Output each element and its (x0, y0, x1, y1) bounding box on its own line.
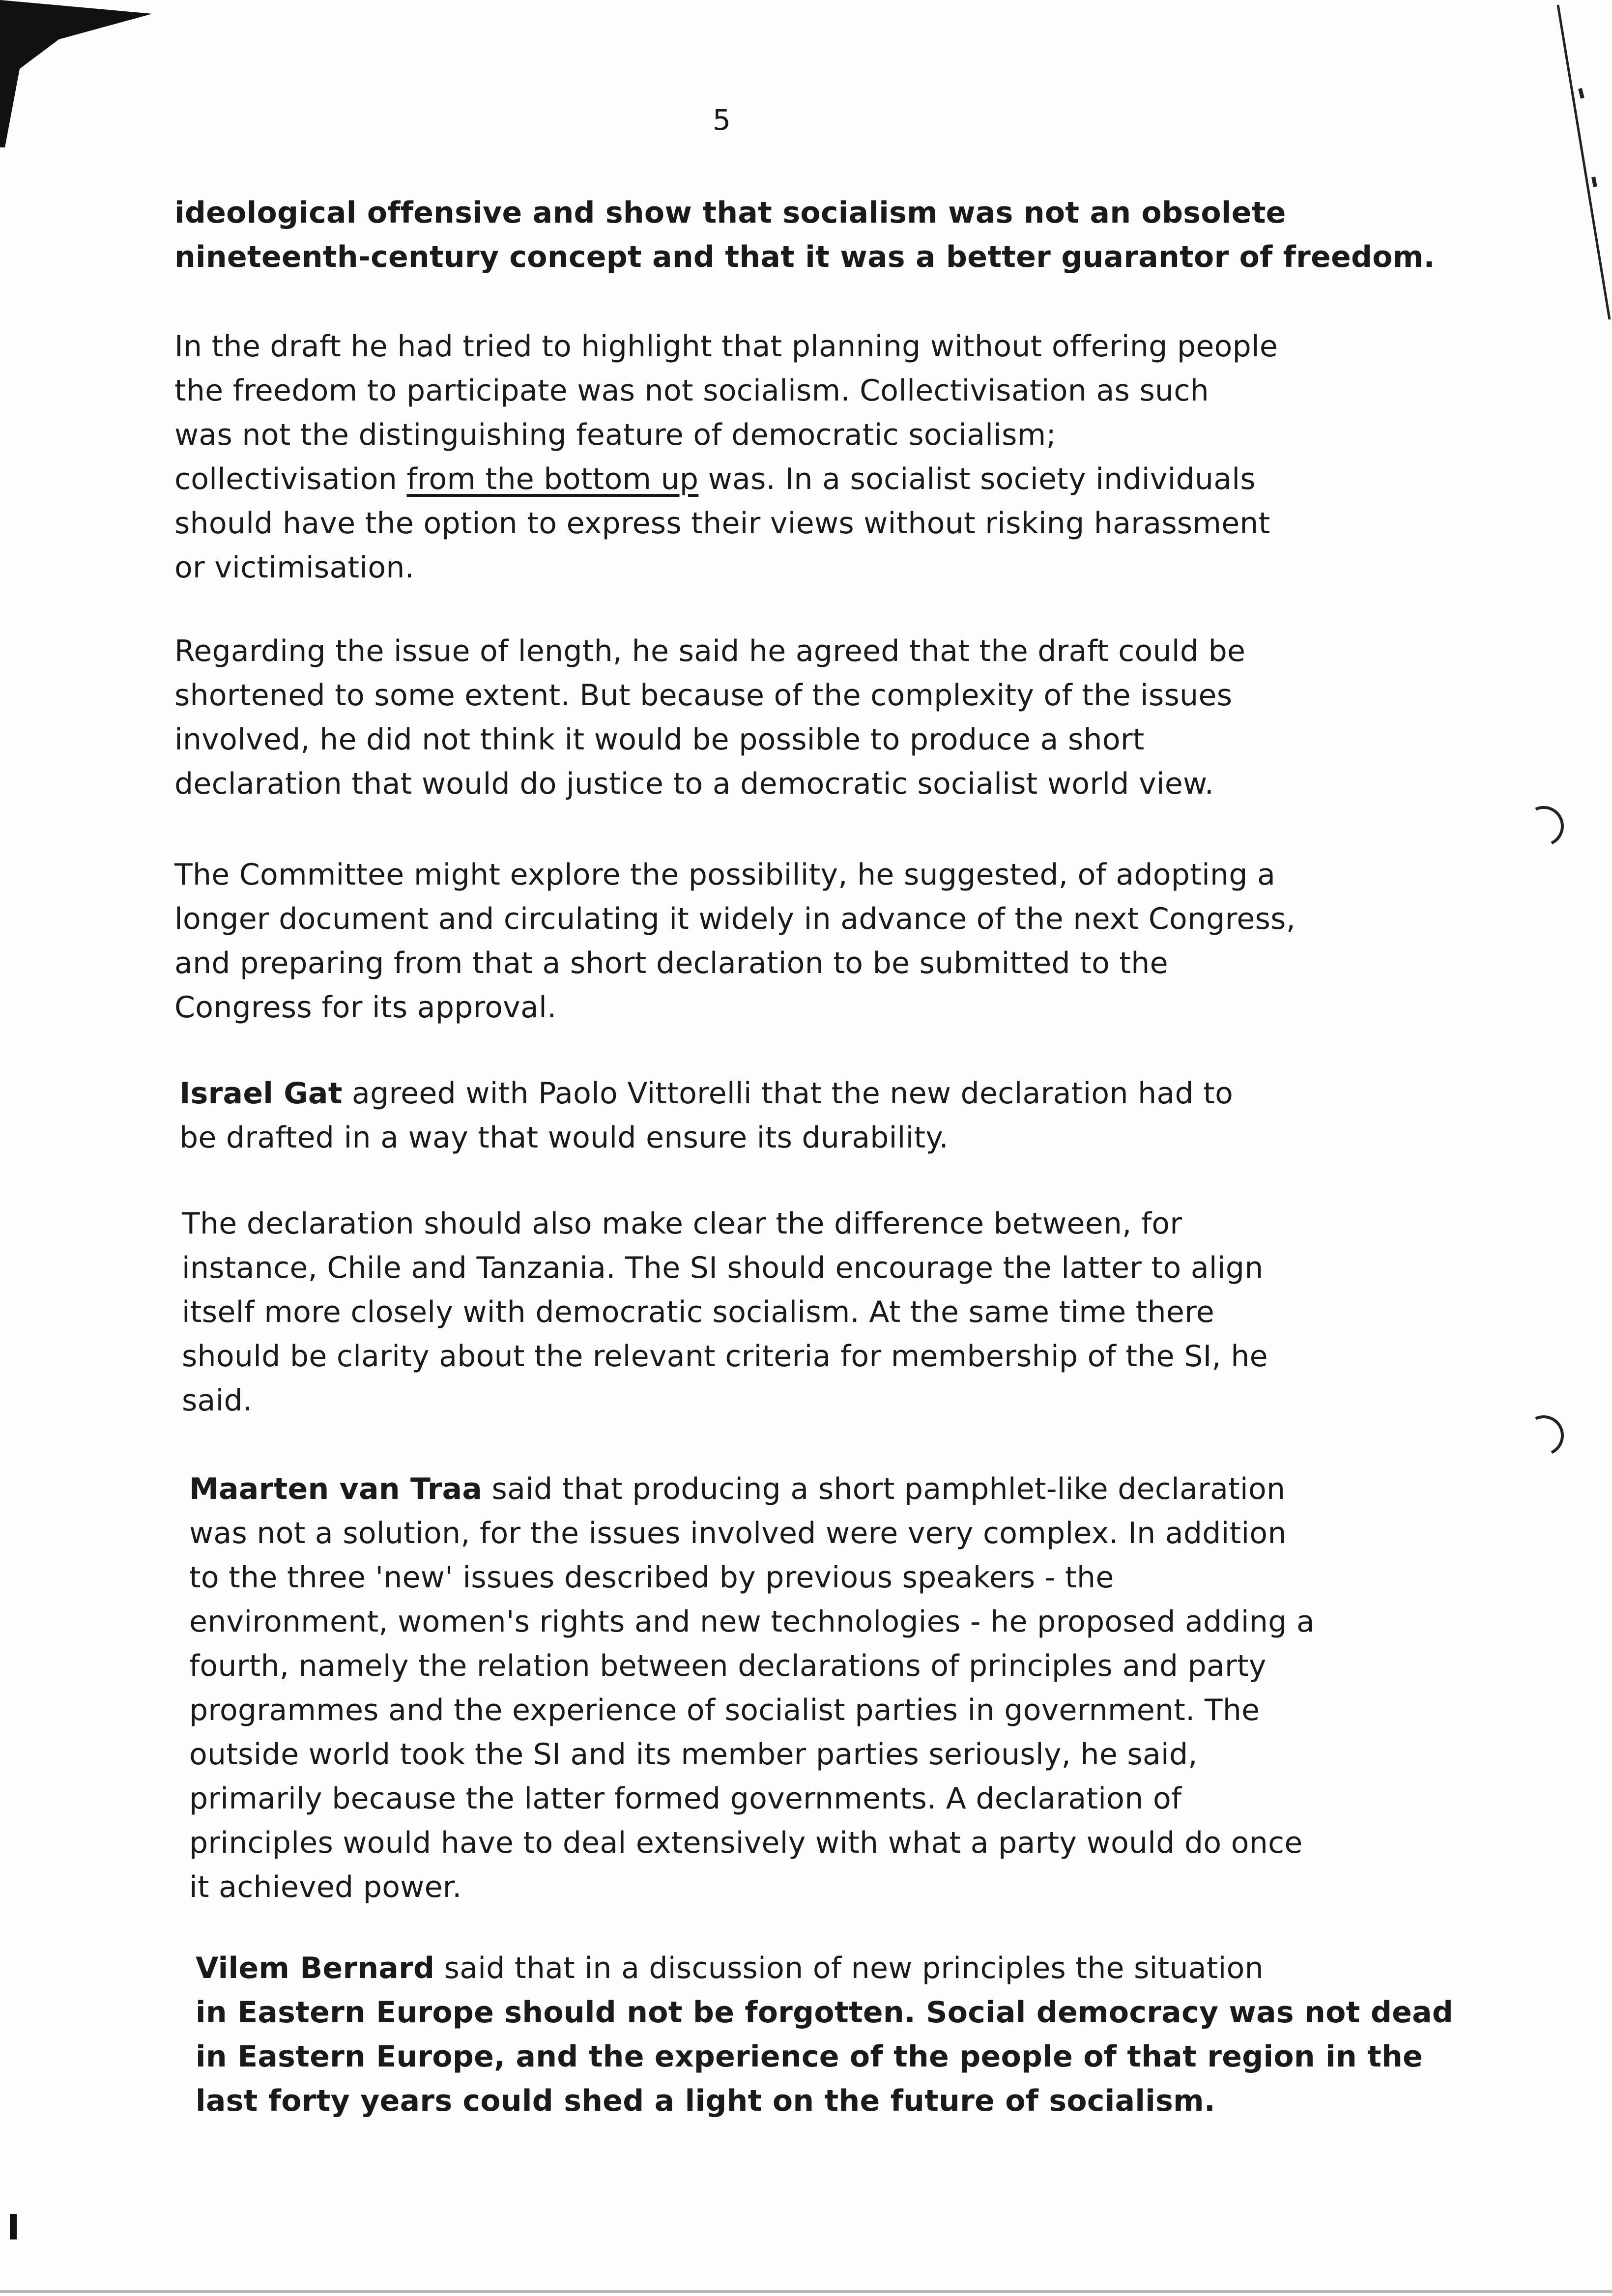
scan-left-tick (10, 2214, 17, 2239)
paragraph-line: was not a solution, for the issues involved were very complex. In addition (189, 1516, 1287, 1550)
paragraph-line: in Eastern Europe, and the experience of the people of that region in the (196, 2039, 1423, 2074)
text-run: collectivisation (174, 462, 407, 496)
paragraph-line: be drafted in a way that would ensure its durability. (179, 1120, 949, 1155)
paragraph-line: fourth, namely the relation between declarations of principles and party (189, 1649, 1267, 1683)
text-run: said that in a discussion of new principles the situation (434, 1951, 1264, 1985)
paragraph-line: environment, women's rights and new technologies - he proposed adding a (189, 1605, 1315, 1639)
text-run: said that producing a short pamphlet-like declaration (482, 1472, 1286, 1506)
text-run: agreed with Paolo Vittorelli that the new declaration had to (342, 1076, 1234, 1111)
speaker-name: Maarten van Traa (189, 1472, 483, 1506)
paragraph-line: outside world took the SI and its member parties seriously, he said, (189, 1737, 1198, 1772)
paragraph-3 (174, 629, 1364, 806)
paragraph-line: ideological offensive and show that socialism was not an obsolete (174, 196, 1286, 230)
paragraph-line: programmes and the experience of socialist parties in government. The (189, 1693, 1260, 1727)
paragraph-line-with-speaker (189, 1467, 1379, 1511)
paragraph-line: should have the option to express their views without risking harassment (174, 506, 1270, 541)
paragraph-6 (182, 1202, 1371, 1423)
speaker-name: Israel Gat (179, 1076, 343, 1111)
paragraph-4 (174, 853, 1364, 1030)
paragraph-line-with-underline (174, 457, 1364, 501)
paragraph-line: In the draft he had tried to highlight that planning without offering people (174, 329, 1278, 364)
paragraph-line: The declaration should also make clear the difference between, for (182, 1206, 1182, 1241)
punch-hole-mark-upper (1518, 800, 1569, 852)
text-run: was. In a socialist society individuals (698, 462, 1256, 496)
paragraph-line: Congress for its approval. (174, 990, 557, 1025)
paragraph-line: or victimisation. (174, 550, 415, 585)
paragraph-line: and preparing from that a short declaration to be submitted to the (174, 946, 1168, 980)
scan-edge-line (1553, 0, 1612, 344)
paragraph-5 (179, 1071, 1369, 1160)
paragraph-line: involved, he did not think it would be possible to produce a short (174, 722, 1145, 757)
paragraph-line: itself more closely with democratic socialism. At the same time there (182, 1295, 1214, 1329)
paragraph-7 (189, 1467, 1379, 1909)
paragraph-line: nineteenth-century concept and that it was a better guarantor of freedom. (174, 240, 1435, 274)
paragraph-line: last forty years could shed a light on the future of socialism. (196, 2084, 1216, 2118)
page-number: 5 (713, 103, 731, 137)
paragraph-line: in Eastern Europe should not be forgotten. Social democracy was not dead (196, 1995, 1454, 2030)
underlined-phrase: from the bottom up (406, 462, 699, 496)
paragraph-line: to the three 'new' issues described by previous speakers - the (189, 1560, 1114, 1595)
speaker-name: Vilem Bernard (196, 1951, 435, 1985)
paragraph-line: should be clarity about the relevant criteria for membership of the SI, he (182, 1339, 1268, 1374)
paragraph-line-with-speaker (196, 1946, 1385, 1990)
paragraph-line: was not the distinguishing feature of democratic socialism; (174, 418, 1056, 452)
paragraph-line: primarily because the latter formed governments. A declaration of (189, 1781, 1182, 1816)
paragraph-2 (174, 324, 1364, 590)
paragraph-line: shortened to some extent. But because of the complexity of the issues (174, 678, 1233, 713)
paragraph-line: longer document and circulating it widely in advance of the next Congress, (174, 902, 1296, 936)
scan-bottom-rule (0, 2290, 1612, 2293)
paragraph-line: The Committee might explore the possibility, he suggested, of adopting a (174, 858, 1276, 892)
paragraph-8 (196, 1946, 1454, 2123)
scan-corner-mark (0, 0, 157, 157)
paragraph-line: said. (182, 1383, 253, 1418)
paragraph-line: it achieved power. (189, 1870, 462, 1904)
paragraph-line: instance, Chile and Tanzania. The SI should encourage the latter to align (182, 1251, 1264, 1285)
paragraph-line: Regarding the issue of length, he said he agreed that the draft could be (174, 634, 1246, 668)
paragraph-line-with-speaker (179, 1071, 1369, 1116)
punch-hole-mark-lower (1518, 1409, 1569, 1461)
paragraph-line: the freedom to participate was not socialism. Collectivisation as such (174, 373, 1209, 408)
paragraph-1 (174, 191, 1435, 279)
paragraph-line: principles would have to deal extensively with what a party would do once (189, 1826, 1303, 1860)
paragraph-line: declaration that would do justice to a democratic socialist world view. (174, 767, 1214, 801)
